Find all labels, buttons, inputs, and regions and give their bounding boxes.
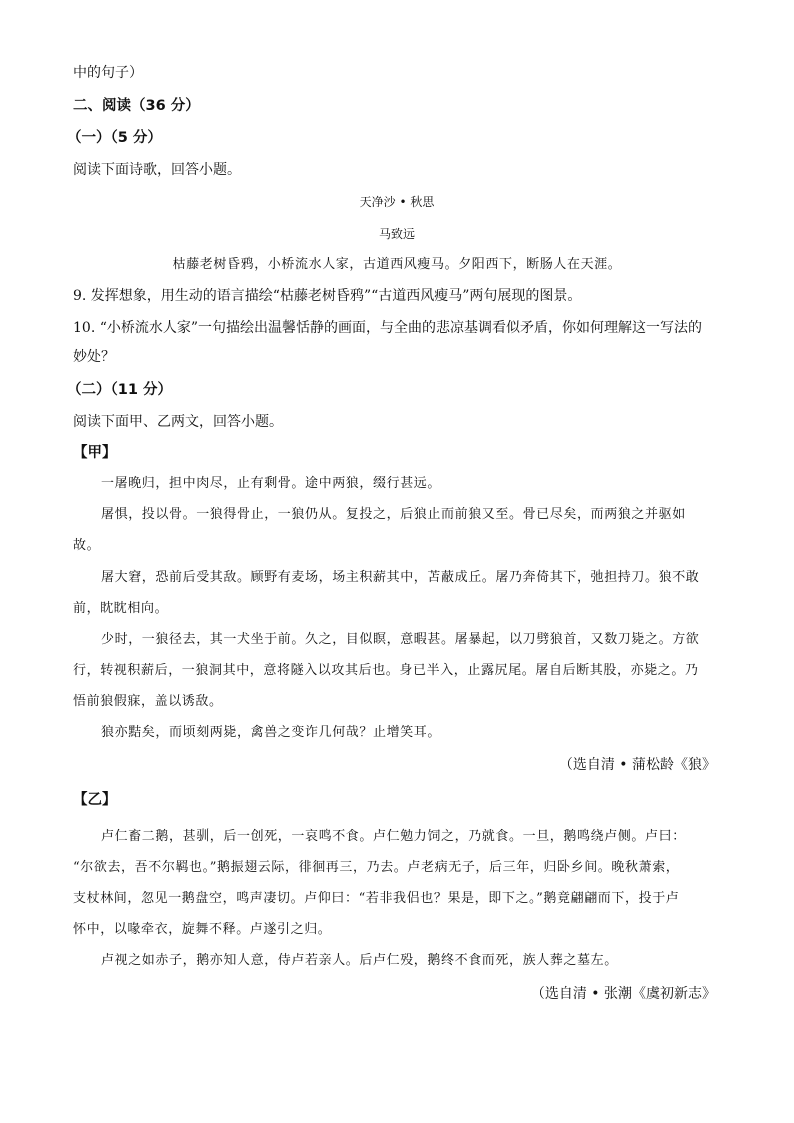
text-yi-label: 【乙】: [73, 792, 117, 808]
yi-paragraph-line: 卢仁畜二鹅，甚驯，后一创死，一哀鸣不食。卢仁勉力饲之，乃就食。一旦，鹅鸣绕卢侧。卢曰：: [101, 829, 686, 844]
question-10-line-2: 妙处？: [73, 349, 115, 365]
jia-paragraph-line: 悟前狼假寐，盖以诱敌。: [73, 694, 223, 709]
jia-source: （选自清 • 蒲松龄《狼》: [558, 757, 716, 773]
subsection-heading: （一）（5 分）: [67, 130, 162, 146]
poem-author: 马致远: [378, 227, 415, 241]
jia-paragraph-line: 一屠晚归，担中肉尽，止有剩骨。途中两狼，缀行甚远。: [101, 476, 442, 491]
text-line: 中的句子）: [73, 65, 143, 81]
poem-body: 枯藤老树昏鸦，小桥流水人家，古道西风瘦马。夕阳西下，断肠人在天涯。: [172, 257, 622, 272]
subsection-heading: （二）（11 分）: [67, 382, 172, 398]
instruction-text: 阅读下面甲、乙两文，回答小题。: [73, 414, 283, 430]
yi-source: （选自清 • 张潮《虞初新志》: [530, 986, 716, 1002]
yi-paragraph-line: 卢视之如赤子，鹅亦知人意，侍卢若亲人。后卢仁殁，鹅终不食而死，族人葬之墓左。: [101, 953, 618, 968]
yi-paragraph-line: 支杖林间，忽见一鹅盘空，鸣声凄切。卢仰曰：“若非我侣也？果是，即下之。”鹅竟翩翩而下，投于卢: [73, 891, 680, 906]
jia-paragraph-line: 屠大窘，恐前后受其敌。顾野有麦场，场主积薪其中，苫蔽成丘。屠乃奔倚其下，弛担持刀。狼不敢: [101, 570, 700, 585]
jia-paragraph-line: 故。: [73, 538, 101, 553]
question-9: 9. 发挥想象，用生动的语言描绘“枯藤老树昏鸦”“古道西风瘦马”两句展现的图景。: [73, 288, 582, 304]
jia-paragraph-line: 狼亦黠矣，而顷刻两毙，禽兽之变诈几何哉？止增笑耳。: [101, 725, 442, 740]
instruction-text: 阅读下面诗歌，回答小题。: [73, 162, 241, 178]
yi-paragraph-line: 怀中，以喙牵衣，旋舞不释。卢遂引之归。: [73, 922, 332, 937]
question-10-line-1: 10. “小桥流水人家”一句描绘出温馨恬静的画面，与全曲的悲凉基调看似矛盾，你如何理解这一写法的: [73, 320, 703, 336]
jia-paragraph-line: 前，眈眈相向。: [73, 601, 169, 616]
jia-paragraph-line: 屠惧，投以骨。一狼得骨止，一狼仍从。复投之，后狼止而前狼又至。骨已尽矣，而两狼之并驱如: [101, 507, 686, 522]
jia-paragraph-line: 少时，一狼径去，其一犬坐于前。久之，目似瞑，意暇甚。屠暴起，以刀劈狼首，又数刀毙之。方欲: [101, 632, 700, 647]
text-jia-label: 【甲】: [73, 445, 117, 461]
jia-paragraph-line: 行，转视积薪后，一狼洞其中，意将隧入以攻其后也。身已半入，止露尻尾。屠自后断其股，亦毙之。乃: [73, 663, 699, 678]
yi-paragraph-line: “尔欲去，吾不尔羁也。”鹅振翅云际，徘徊再三，乃去。卢老病无子，后三年，归卧乡间。晚秋萧索，: [73, 860, 680, 875]
section-heading: 二、阅读（36 分）: [73, 98, 200, 114]
poem-title: 天净沙 • 秋思: [359, 195, 435, 209]
